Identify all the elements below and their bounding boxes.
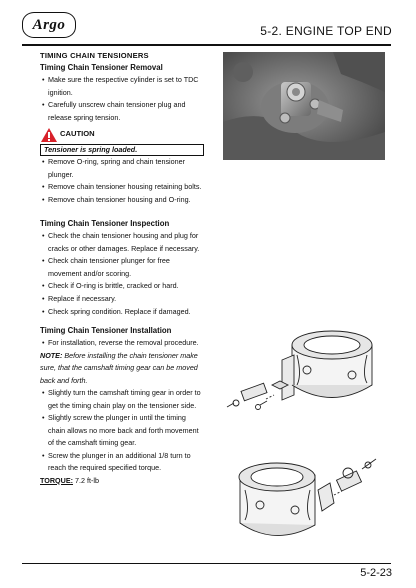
caution-label: CAUTION <box>60 129 95 139</box>
caution-text: Tensioner is spring loaded. <box>40 144 204 156</box>
warning-triangle-icon <box>40 127 58 143</box>
list-item: • Remove chain tensioner housing and O-ring. <box>40 194 204 207</box>
page-title: TIMING CHAIN TENSIONERS <box>40 51 149 60</box>
list-item: • Remove chain tensioner housing retaining bolts. <box>40 181 204 194</box>
torque-spec <box>40 475 204 488</box>
list-item: • Slightly turn the camshaft timing gear in order to get the timing chain play on the tensioner side. <box>40 387 204 412</box>
torque-value: 7.2 ft-lb <box>73 475 99 485</box>
list-item: • Make sure the respective cylinder is set to TDC ignition. <box>40 74 204 99</box>
text-column <box>40 50 204 487</box>
tensioner-photo <box>223 52 385 160</box>
page-number: 5-2-23 <box>360 567 392 579</box>
section-title: 5-2. ENGINE TOP END <box>260 24 392 38</box>
inspection-heading: Timing Chain Tensioner Inspection <box>40 219 170 228</box>
list-item: • Check chain tensioner plunger for free movement and/or scoring. <box>40 255 204 280</box>
list-item: • For installation, reverse the removal procedure. <box>40 337 204 350</box>
removal-heading: Timing Chain Tensioner Removal <box>40 63 163 72</box>
caution-header <box>40 126 204 143</box>
list-item: • Remove O-ring, spring and chain tensioner plunger. <box>40 156 204 181</box>
header-rule <box>22 44 391 46</box>
list-item: • Check the chain tensioner housing and plug for cracks or other damages. Replace if necessary. <box>40 230 204 255</box>
tensioner-exploded-drawing <box>222 315 387 425</box>
list-item: • Check if O-ring is brittle, cracked or hard. <box>40 280 204 293</box>
tensioner-installation-drawing <box>230 435 390 555</box>
list-item: • Carefully unscrew chain tensioner plug and release spring tension. <box>40 99 204 124</box>
list-item: • Slightly screw the plunger in until the timing chain allows no more back and forth movement of the camshaft timing gear. <box>40 412 204 450</box>
note-label: NOTE: <box>40 350 63 360</box>
brand-logo <box>22 12 76 38</box>
list-item: • Replace if necessary. <box>40 293 204 306</box>
installation-heading: Timing Chain Tensioner Installation <box>40 326 172 335</box>
engine-photo-illustration <box>223 52 385 160</box>
logo-text: Argo <box>32 16 66 33</box>
torque-label: TORQUE: <box>40 475 74 485</box>
list-item: • Check spring condition. Replace if damaged. <box>40 307 204 316</box>
footer-rule <box>22 563 391 564</box>
note-text: Before installing the chain tensioner make sure, that the camshaft timing gear can be moved back and forth. <box>40 350 198 385</box>
note-paragraph <box>40 350 204 388</box>
list-item: • Screw the plunger in an additional 1/8 turn to reach the required specified torque. <box>40 450 204 475</box>
